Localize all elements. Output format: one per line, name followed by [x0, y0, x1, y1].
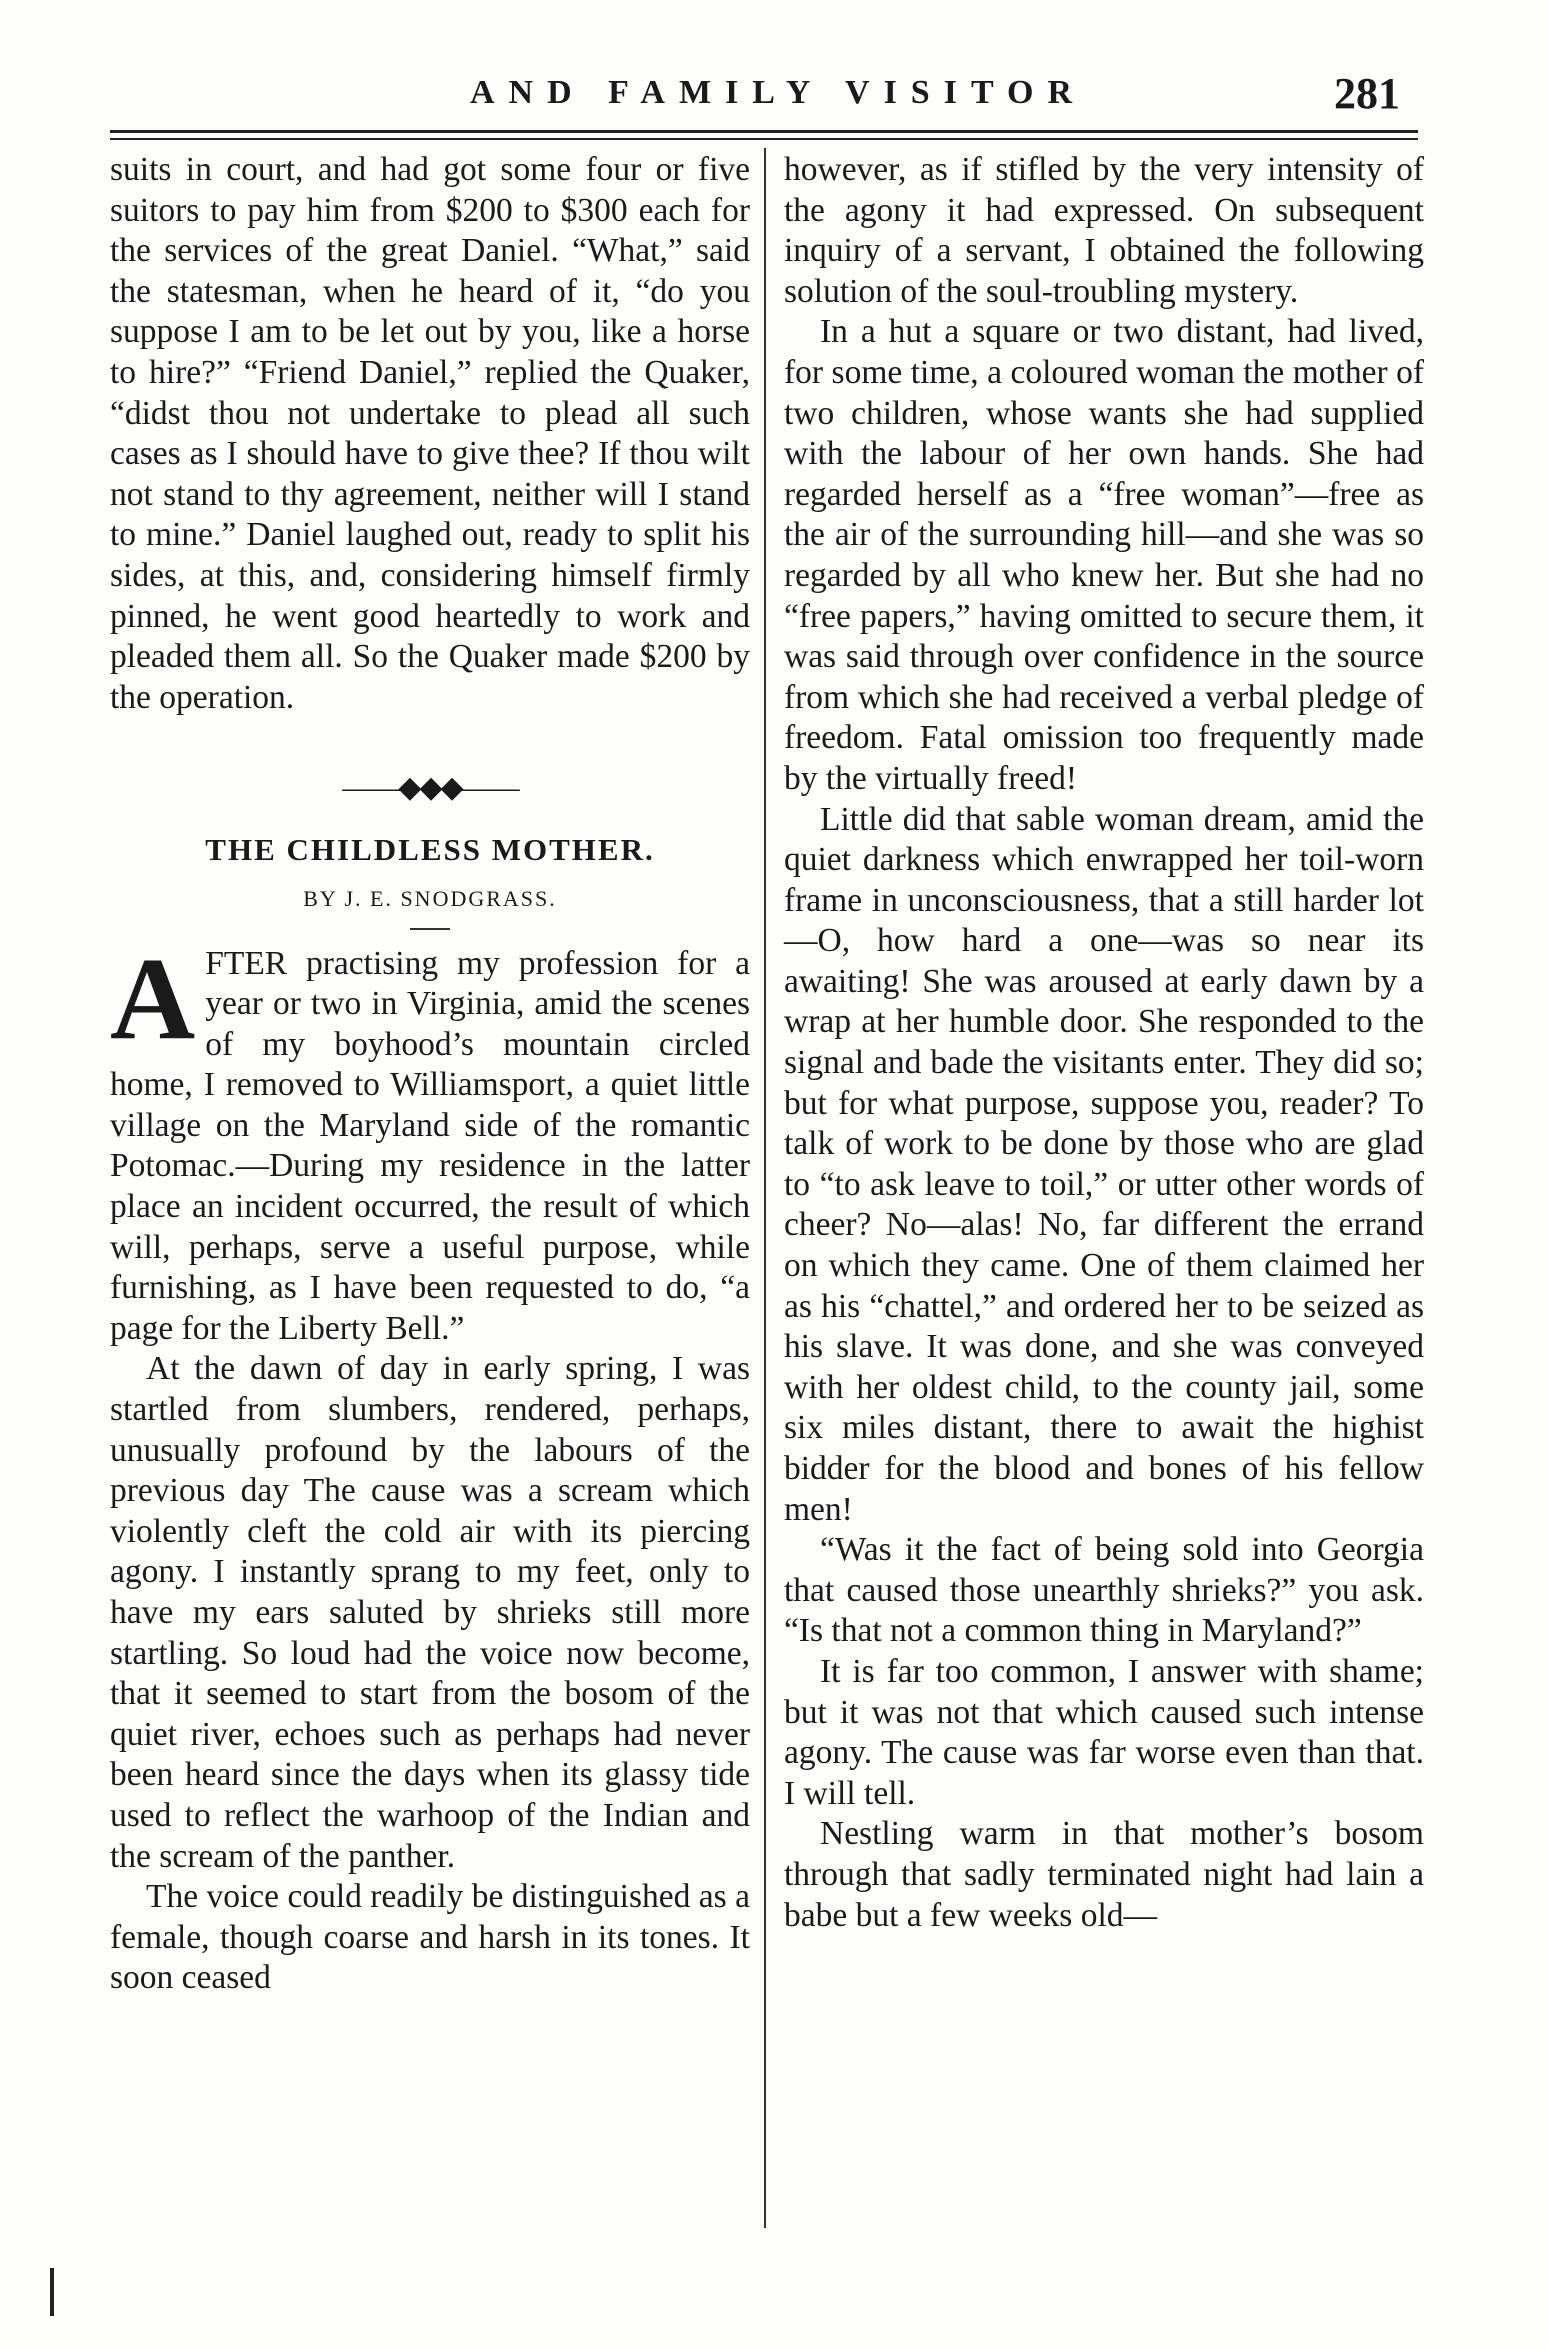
article-byline: BY J. E. SNODGRASS. [303, 885, 557, 911]
margin-mark [50, 2268, 54, 2316]
right-column [784, 150, 1424, 1936]
drop-cap: A [110, 932, 196, 1064]
running-title: AND FAMILY VISITOR [470, 74, 1087, 111]
paragraph: At the dawn of day in early spring, I was startled from slumbers, rendered, perhaps, unusually profound by the labours of the previous day The cause was a scream which violently cleft the cold air with its piercing agony. I instantly sprang to my feet, only to have my ears saluted by shrieks still more startling. So loud had the voice now become, that it seemed to start from the bosom of the quiet river, echoes such as perhaps had never been heard since the days when its glassy tide used to reflect the warhoop of the Indian and the scream of the panther. [110, 1350, 750, 1875]
running-head [90, 69, 1420, 134]
opening-paragraph-text: FTER practising my profession for a year or two in Virginia, amid the scenes of my boyhood’s mountain circled home, I removed to Williamsport, a quiet little village on the Maryland side of the romantic Potomac.—During my residence in the latter place an incident occurred, the result of which will, perhaps, serve a useful purpose, while furnishing, as I have been requested to do, “a page for the Liberty Bell.” [110, 944, 750, 1347]
page-number: 281 [1334, 69, 1400, 118]
column-divider [764, 148, 766, 2228]
paragraph: Nestling warm in that mother’s bosom through that sadly terminated night had lain a babe but a few weeks old— [784, 1815, 1424, 1934]
left-column [110, 150, 750, 1999]
paragraph: The voice could readily be distinguished as a female, though coarse and harsh in its tones. It soon ceased [110, 1878, 750, 1997]
paragraph: “Was it the fact of being sold into Georgia that caused those unearthly shrieks?” you ask. “Is that not a common thing in Maryland?” [784, 1531, 1424, 1650]
article-title: THE CHILDLESS MOTHER. [205, 832, 655, 868]
opening-paragraph [110, 932, 750, 1350]
paragraph: In a hut a square or two distant, had lived, for some time, a coloured woman the mother of two children, whose wants she had supplied with the labour of her own hands. She had regarded herself as a “free woman”—free as the air of the surrounding hill—and she was so regarded by all who knew her. But she had no “free papers,” having omitted to secure them, it was said through over confidence in the source from which she had received a verbal pledge of freedom. Fatal omission too frequently made by the virtually freed! [784, 313, 1424, 797]
header-rule [110, 130, 1418, 133]
paragraph: It is far too common, I answer with shame; but it was not that which caused such intense agony. The cause was far worse even than that. I will tell. [784, 1652, 1424, 1812]
section-ornament: ——◆◆◆—— [342, 771, 518, 805]
carryover-paragraph: suits in court, and had got some four or five suitors to pay him from $200 to $300 each for the services of the great Daniel. “What,” said the statesman, when he heard of it, “do you suppose I am to be let out by you, like a horse to hire?” “Friend Daniel,” replied the Quaker, “didst thou not undertake to plead all such cases as I should have to give thee? If thou wilt not stand to thy agreement, neither will I stand to mine.” Daniel laughed out, ready to split his sides, at this, and, considering himself firmly pinned, he went good heartedly to work and pleaded them all. So the Quaker made $200 by the operation. [110, 151, 750, 716]
paragraph: Little did that sable woman dream, amid the quiet darkness which enwrapped her toil-worn frame in unconsciousness, that a still harder lot—O, how hard a one—was so near its awaiting! She was aroused at early dawn by a wrap at her humble door. She responded to the signal and bade the visitants enter. They did so; but for what purpose, suppose you, reader? To talk of work to be done by those who are glad to “to ask leave to toil,” or utter other words of cheer? No—alas! No, far different the errand on which they came. One of them claimed her as his “chattel,” and ordered her to be seized as his slave. It was done, and she was conveyed with her oldest child, to the county jail, some six miles distant, there to await the highist bidder for the blood and bones of his fellow men! [784, 800, 1424, 1528]
header-rule-thin [110, 138, 1418, 140]
paragraph: however, as if stifled by the very intensity of the agony it had expressed. On subsequent inquiry of a servant, I obtained the following solution of the soul-troubling mystery. [784, 151, 1424, 310]
byline-rule [410, 928, 450, 930]
